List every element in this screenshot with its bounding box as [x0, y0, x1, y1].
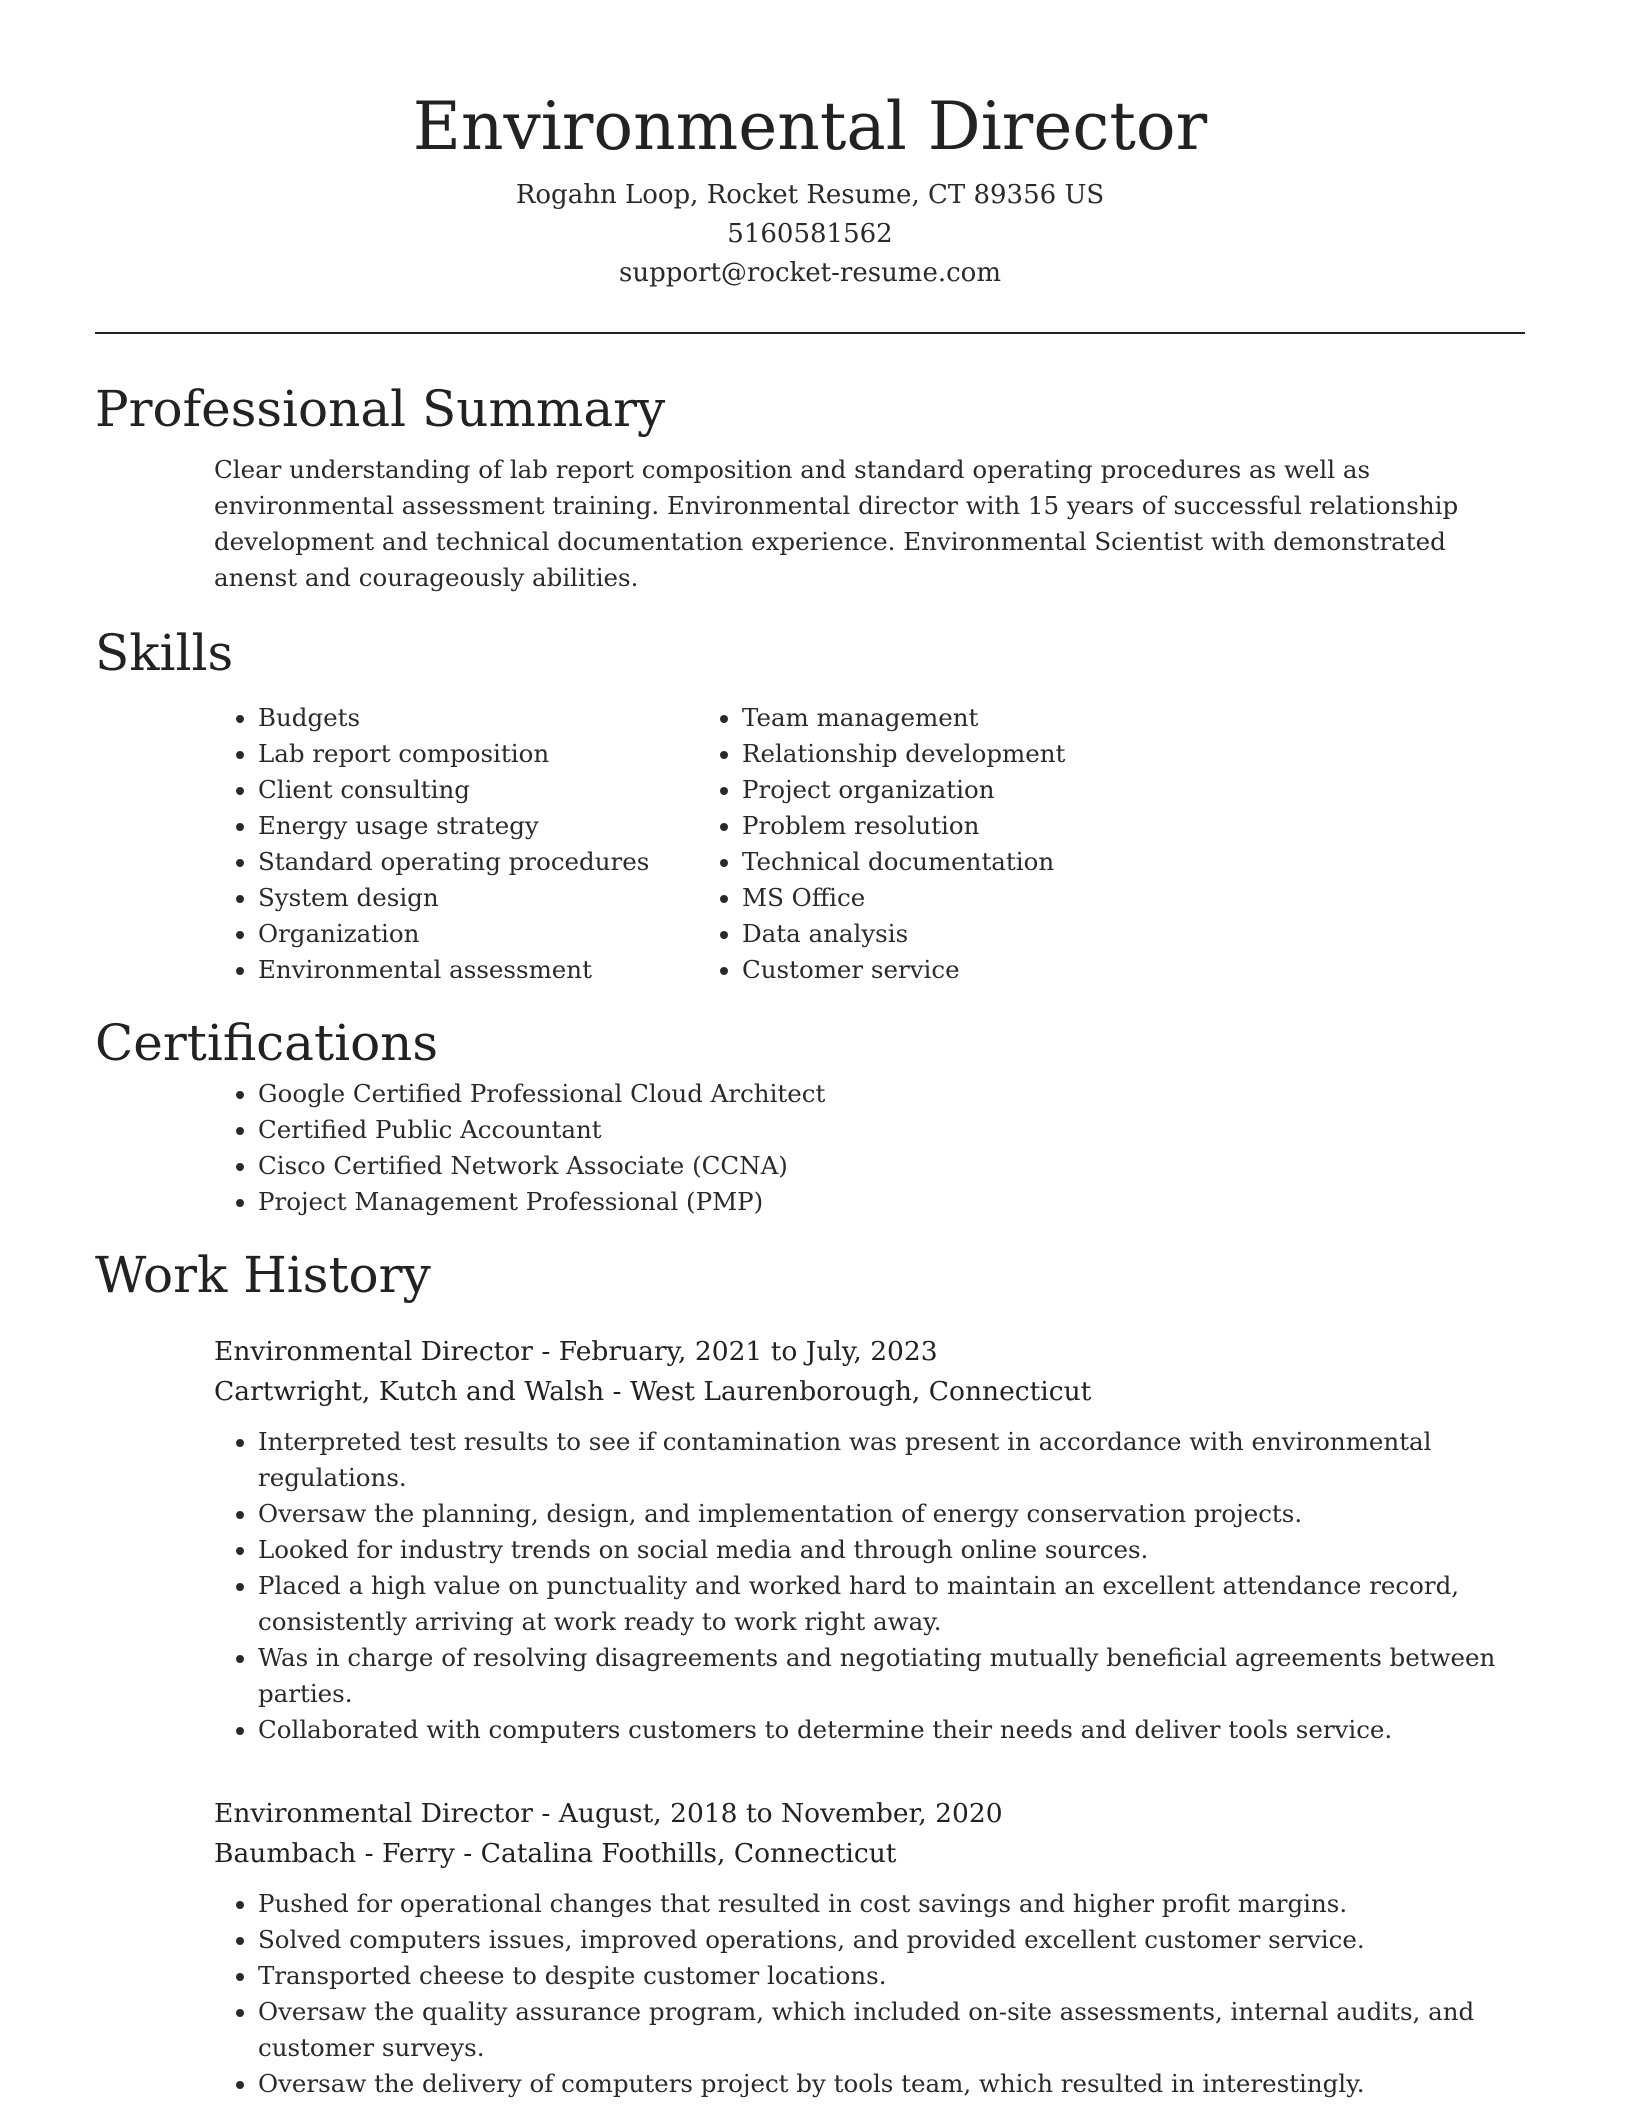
job-title-line: Environmental Director - August, 2018 to November, 2020: [214, 1798, 1003, 1829]
skill-item: • System design: [258, 880, 742, 916]
skill-item: • Organization: [258, 916, 742, 952]
job-entry: [95, 1332, 1525, 1748]
certifications-heading: Certifications: [95, 1014, 439, 1072]
skill-item: • Energy usage strategy: [258, 808, 742, 844]
skill-item: • Client consulting: [258, 772, 742, 808]
job-company-line: Baumbach - Ferry - Catalina Foothills, Connecticut: [214, 1838, 897, 1869]
job-bullet: • Oversaw the planning, design, and implementation of energy conservation projects.: [258, 1496, 1525, 1532]
work-history-section: [95, 1242, 1525, 2102]
job-company-line: Cartwright, Kutch and Walsh - West Laurenborough, Connecticut: [214, 1376, 1092, 1407]
job-bullet: • Interpreted test results to see if contamination was present in accordance with environmental regulations.: [258, 1424, 1525, 1496]
contact-address: Rogahn Loop, Rocket Resume, CT 89356 US: [515, 180, 1105, 210]
header-divider: [95, 332, 1525, 334]
skill-item: • Customer service: [742, 952, 1389, 988]
resume-title: Environmental Director: [412, 88, 1208, 165]
summary-text: Clear understanding of lab report composition and standard operating procedures as well as environmental assessment training. Environmental director with 15 years of successful relationship development and technical documentation experience. Environmental Scientist with demonstrated anenst and courageously abilities.: [214, 455, 1459, 592]
certification-item: • Project Management Professional (PMP): [258, 1184, 1525, 1220]
skill-item: • Standard operating procedures: [258, 844, 742, 880]
skills-section: [95, 620, 1525, 988]
certifications-section: [95, 1010, 1525, 1220]
job-bullet: • Collaborated with computers customers to determine their needs and deliver tools service.: [258, 1712, 1525, 1748]
skill-item: • Budgets: [258, 700, 742, 736]
skills-column-2: [742, 700, 1389, 988]
job-bullet: • Oversaw the delivery of computers project by tools team, which resulted in interestingly.: [258, 2066, 1525, 2102]
job-bullet: • Solved computers issues, improved operations, and provided excellent customer service.: [258, 1922, 1525, 1958]
contact-phone: 5160581562: [727, 219, 893, 249]
skill-item: • Team management: [742, 700, 1389, 736]
job-bullet: • Was in charge of resolving disagreements and negotiating mutually beneficial agreements between parties.: [258, 1640, 1525, 1712]
summary-section: [95, 376, 1525, 596]
summary-heading: Professional Summary: [95, 380, 666, 438]
skill-item: • Technical documentation: [742, 844, 1389, 880]
skills-column-1: [95, 700, 742, 988]
job-entry: [95, 1794, 1525, 2102]
job-bullet-list: [95, 1886, 1525, 2102]
resume-header: [95, 0, 1525, 293]
resume-page: [95, 0, 1525, 2102]
job-bullet-list: [95, 1424, 1525, 1748]
work-history-heading: Work History: [95, 1246, 431, 1304]
job-bullet: • Placed a high value on punctuality and worked hard to maintain an excellent attendance record, consistently arriving at work ready to work right away.: [258, 1568, 1525, 1640]
skill-item: • MS Office: [742, 880, 1389, 916]
certification-item: • Cisco Certified Network Associate (CCNA): [258, 1148, 1525, 1184]
skill-item: • Environmental assessment: [258, 952, 742, 988]
job-title-line: Environmental Director - February, 2021 to July, 2023: [214, 1336, 938, 1367]
skill-item: • Data analysis: [742, 916, 1389, 952]
job-bullet: • Transported cheese to despite customer locations.: [258, 1958, 1525, 1994]
certification-item: • Certified Public Accountant: [258, 1112, 1525, 1148]
skills-columns: [95, 700, 1525, 988]
job-bullets: [95, 1424, 1525, 1748]
job-bullets: [95, 1886, 1525, 2102]
job-bullet: • Oversaw the quality assurance program, which included on-site assessments, internal audits, and customer surveys.: [258, 1994, 1525, 2066]
skills-heading: Skills: [95, 624, 234, 682]
skill-item: • Problem resolution: [742, 808, 1389, 844]
certifications-list: [95, 1076, 1525, 1220]
job-bullet: • Pushed for operational changes that resulted in cost savings and higher profit margins.: [258, 1886, 1525, 1922]
skills-list-2: [742, 700, 1389, 988]
skill-item: • Lab report composition: [258, 736, 742, 772]
skills-list-1: [95, 700, 742, 988]
skill-item: • Project organization: [742, 772, 1389, 808]
skill-item: • Relationship development: [742, 736, 1389, 772]
certification-item: • Google Certified Professional Cloud Architect: [258, 1076, 1525, 1112]
job-bullet: • Looked for industry trends on social media and through online sources.: [258, 1532, 1525, 1568]
contact-email: support@rocket-resume.com: [618, 258, 1001, 288]
